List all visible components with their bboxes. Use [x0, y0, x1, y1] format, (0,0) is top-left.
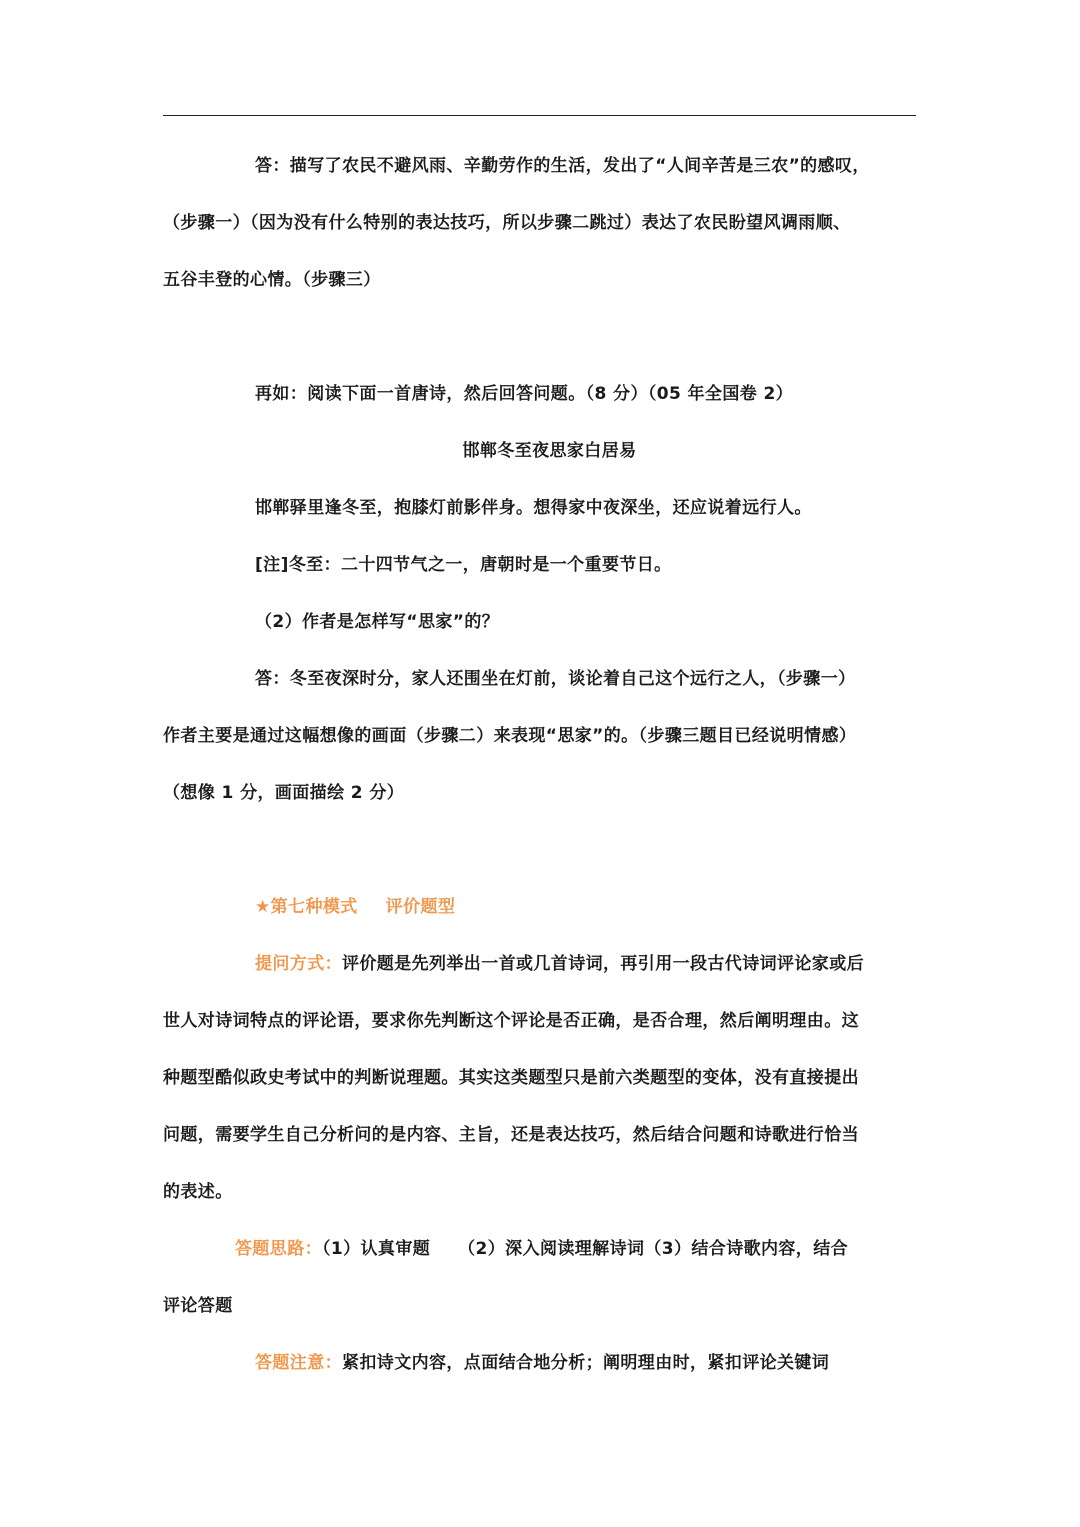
ask-line-4: 问题，需要学生自己分析问的是内容、主旨，还是表达技巧，然后结合问题和诗歌进行恰当 [163, 1125, 859, 1145]
section-subtitle: 评价题型 [385, 897, 456, 917]
answer-2-line-3: （想像 1 分，画面描绘 2 分） [163, 783, 405, 803]
spacer [163, 309, 916, 366]
notice-text: 紧扣诗文内容，点面结合地分析；阐明理由时，紧扣评论关键词 [342, 1353, 830, 1373]
answer-2-line-2: 作者主要是通过这幅想像的画面（步骤二）来表现“思家”的。（步骤三题目已经说明情感） [163, 726, 857, 746]
ask-line-5: 的表述。 [163, 1182, 233, 1202]
answer-2-line-1: 答：冬至夜深时分，家人还围坐在灯前，谈论着自己这个远行之人，（步骤一） [255, 669, 856, 689]
ask-label: 提问方式： [255, 954, 342, 974]
poem-title: 邯郸冬至夜思家白居易 [462, 441, 637, 461]
approach-step-1: （1）认真审题 [322, 1239, 431, 1259]
answer-1-line-3: 五谷丰登的心情。（步骤三） [163, 270, 381, 290]
ask-line-3: 种题型酷似政史考试中的判断说理题。其实这类题型只是前六类题型的变体，没有直接提出 [163, 1068, 859, 1088]
poem-body: 邯郸驿里逢冬至，抱膝灯前影伴身。想得家中夜深坐，还应说着远行人。 [255, 498, 812, 518]
star-icon: ★ [255, 897, 271, 917]
section-heading [163, 879, 916, 936]
ask-line-1 [163, 936, 916, 993]
poem-note: [注]冬至：二十四节气之一，唐朝时是一个重要节日。 [255, 555, 672, 575]
example-intro: 再如：阅读下面一首唐诗，然后回答问题。（8 分）（05 年全国卷 2） [255, 384, 794, 404]
answer-1-line-1: 答：描写了农民不避风雨、辛勤劳作的生活，发出了“人间辛苦是三农”的感叹， [255, 156, 870, 176]
ask-line-2: 世人对诗词特点的评论语，要求你先判断这个评论是否正确，是否合理，然后阐明理由。这 [163, 1011, 859, 1031]
spacer [163, 822, 916, 879]
section-title: 第七种模式 [270, 897, 358, 917]
top-rule [163, 115, 916, 116]
approach-label: 答题思路： [235, 1239, 322, 1259]
approach-line-2: 评论答题 [163, 1296, 233, 1316]
approach-line-1 [163, 1221, 916, 1278]
notice-label: 答题注意： [255, 1353, 342, 1373]
approach-step-2: （2）深入阅读理解诗词（3）结合诗歌内容，结合 [458, 1239, 848, 1259]
notice-line [163, 1335, 916, 1392]
document-body [163, 138, 916, 1392]
ask-text: 评价题是先列举出一首或几首诗词，再引用一段古代诗词评论家或后 [342, 954, 864, 974]
answer-1-line-2: （步骤一）（因为没有什么特别的表达技巧，所以步骤二跳过）表达了农民盼望风调雨顺、 [163, 213, 851, 233]
question-2: （2）作者是怎样写“思家”的？ [255, 612, 500, 632]
